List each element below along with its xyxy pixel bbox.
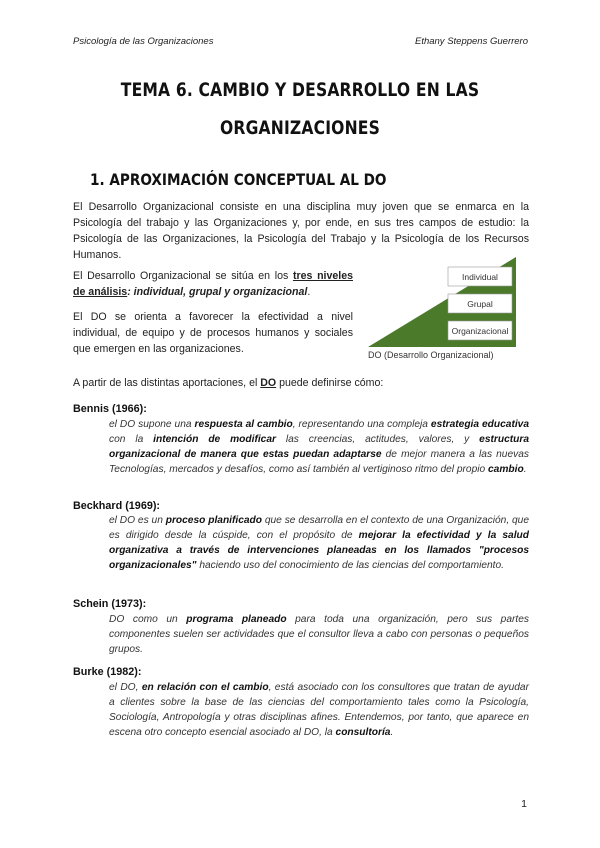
- quote-text: el DO,: [109, 682, 142, 693]
- quote-emphasis: intención de modificar: [153, 434, 276, 445]
- quote-emphasis: en relación con el cambio: [141, 682, 269, 693]
- quote-text: que se desarrolla en el contexto de una Organización, que es dirigido desde la cúspide, con el propósito de: [109, 515, 530, 541]
- quote-text: .: [390, 727, 394, 738]
- intro-paragraph: El Desarrollo Organizacional consiste en una disciplina muy joven que se enmarca en la Psicología del trabajo y las Organizaciones y, por ende, en sus tres campos de estudio: la Psicología de las Organizaciones, la Psicología del Trabajo y la Psicología de los Recursos Humanos.: [73, 201, 529, 261]
- levels-list: : individual, grupal y organizacional: [127, 286, 308, 298]
- quote-emphasis: mejorar la efectividad y la salud organizativa a través de intervenciones planeadas en los llamados "procesos organizacionales": [109, 530, 529, 571]
- quote-text: las creencias, actitudes, valores, y: [275, 434, 480, 445]
- levels-link: tres niveles de análisis: [73, 270, 353, 298]
- quote-emphasis: cambio: [488, 464, 524, 475]
- figure-caption: DO (Desarrollo Organizacional): [368, 350, 494, 360]
- definitions-intro-text: A partir de las distintas aportaciones, el: [73, 377, 261, 389]
- quote-emphasis: estrategia educativa: [430, 419, 530, 430]
- definitions-intro-end: puede definirse cómo:: [276, 377, 384, 389]
- quote-emphasis: estructura organizacional de manera que estas puedan adaptarse: [109, 434, 529, 460]
- author-schein: Schein (1973):: [73, 598, 147, 610]
- levels-text: El Desarrollo Organizacional se sitúa en los: [73, 270, 293, 282]
- level-label-grupal: Grupal: [467, 299, 493, 309]
- quote-bennis: [109, 417, 529, 477]
- quote-text: con la: [109, 434, 154, 445]
- quote-text: el DO es un: [109, 515, 166, 526]
- header-right: Ethany Steppens Guerrero: [414, 36, 528, 47]
- quote-emphasis: proceso planificado: [165, 515, 262, 526]
- quote-emphasis: consultoría: [335, 727, 391, 738]
- author-bennis: Bennis (1966):: [73, 403, 147, 415]
- levels-end: .: [307, 286, 311, 298]
- page-title-line2: ORGANIZACIONES: [220, 117, 380, 139]
- do-term: DO: [260, 377, 277, 389]
- quote-text: , está asociado con los consultores que tratan de ayudar a clientes sobre la base de las ciencias del comportamiento tales como la Psicología, Sociología, Antropología y otras disciplinas afines. Entendemos, por tanto, que aparece en escena otro concepto esencial asociado al DO, la: [109, 682, 529, 738]
- quote-text: de mejor manera a las nuevas Tecnologías, mercados y desafíos, como así también al vertiginoso ritmo del propio: [109, 449, 529, 475]
- levels-paragraph: [73, 268, 353, 300]
- quote-text: haciendo uso del conocimiento de las ciencias del comportamiento.: [196, 560, 505, 571]
- author-burke: Burke (1982):: [73, 666, 142, 678]
- quote-burke: [109, 680, 529, 740]
- quote-text: para toda una organización, pero sus partes componentes suelen ser actividades que el consultor lleva a cabo con personas o pequeños grupos.: [109, 614, 529, 655]
- quote-emphasis: respuesta al cambio: [194, 419, 293, 430]
- header-left: Psicología de las Organizaciones: [73, 36, 214, 47]
- author-beckhard: Beckhard (1969):: [73, 500, 161, 512]
- quote-text: .: [523, 464, 527, 475]
- level-label-organizacional: Organizacional: [451, 326, 509, 336]
- quote-emphasis: programa planeado: [186, 614, 287, 625]
- quote-schein: [109, 612, 529, 657]
- definitions-intro: [73, 375, 529, 391]
- quote-text: , representando una compleja: [292, 419, 431, 430]
- pyramid-figure: [364, 255, 534, 363]
- page-title-line1: TEMA 6. CAMBIO Y DESARROLLO EN LAS: [120, 79, 480, 101]
- quote-text: DO como un: [109, 614, 187, 625]
- section-heading: 1. APROXIMACIÓN CONCEPTUAL AL DO: [90, 170, 387, 189]
- quote-text: el DO supone una: [109, 419, 195, 430]
- orientation-paragraph: El DO se orienta a favorecer la efectividad a nivel individual, de equipo y de procesos humanos y sociales que emergen en las organizaciones.: [73, 311, 353, 355]
- level-label-individual: Individual: [462, 272, 498, 282]
- quote-beckhard: [109, 513, 529, 573]
- page-number: 1: [521, 798, 527, 810]
